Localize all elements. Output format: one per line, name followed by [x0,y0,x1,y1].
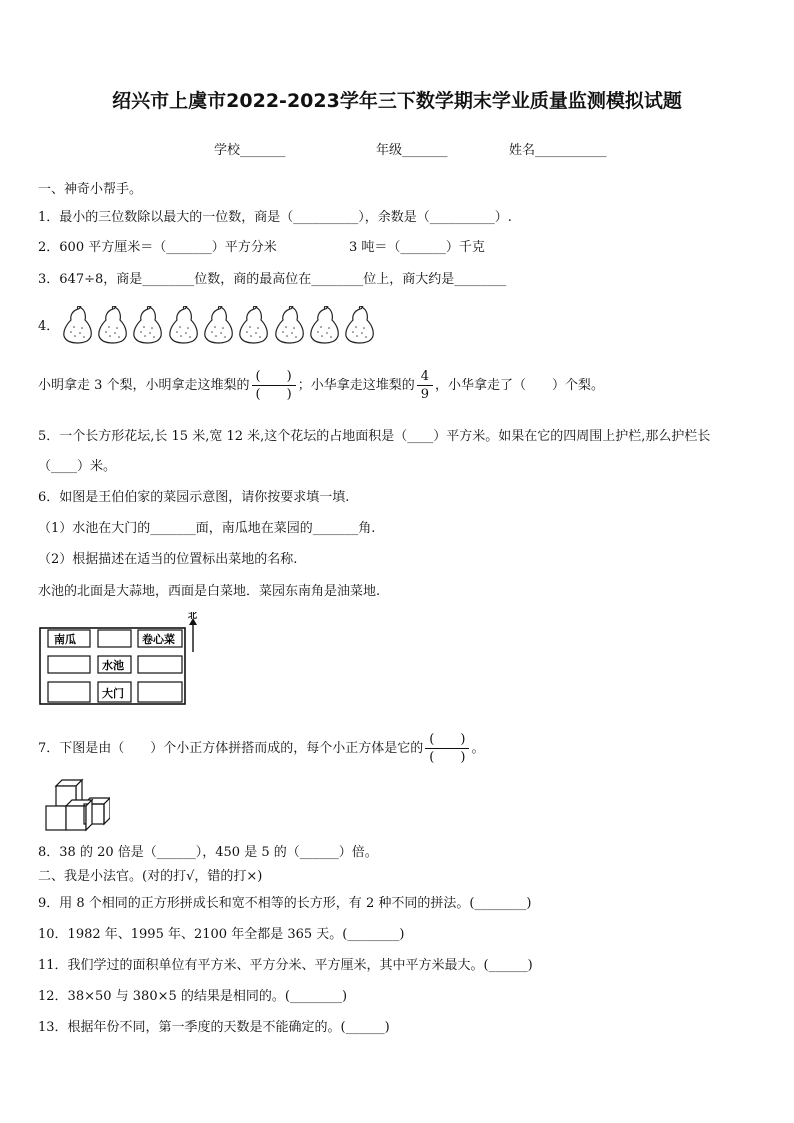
name-field: 姓名___________ [509,143,607,158]
pool-label: 水池 [102,659,124,672]
gate-label: 大门 [102,687,124,700]
q7-fraction-denominator: ( ) [429,750,466,765]
question-4-part2: ；小华拿走这堆梨的 [297,378,415,393]
pear-8 [311,306,338,343]
pear-6 [240,306,267,343]
pear-4 [170,306,197,343]
fraction-four-ninths [417,368,433,403]
question-7-part2: 。 [471,741,485,756]
question-4-label: 4． [38,319,60,334]
pear-2 [99,306,126,343]
page-title: 绍兴市上虞市2022-2023学年三下数学期末学业质量监测模拟试题 [112,90,682,112]
question-9: 9．用 8 个相同的正方形拼成长和宽不相等的长方形，有 2 种不同的拼法。(________) [38,896,532,911]
question-7 [38,731,484,766]
question-5-line2: （____）米。 [38,459,117,474]
north-label: 北 [188,612,198,621]
question-7-part1: 7．下图是由（ ）个小正方体拼搭而成的，每个小正方体是它的 [38,741,424,756]
section-2-heading: 二、我是小法官。(对的打√，错的打×) [38,869,263,884]
question-2b: 3 吨＝（_______）千克 [349,240,485,255]
question-5-line1: 5．一个长方形花坛,长 15 米,宽 12 米,这个花坛的占地面积是（____）平方米。如果在它的四周围上护栏,那么护栏长 [38,429,711,444]
pear-5 [205,306,232,343]
question-13: 13．根据年份不同，第一季度的天数是不能确定的。(______) [38,1020,390,1035]
school-field: 学校_______ [214,143,286,158]
pear-7 [276,306,303,343]
pumpkin-plot-label: 南瓜 [54,633,76,646]
pear-3 [134,306,161,343]
question-6-description: 水池的北面是大蒜地，西面是白菜地．菜园东南角是油菜地. [38,584,381,599]
fraction-denominator: 9 [420,387,429,402]
question-4-part1: 小明拿走 3 个梨，小明拿走这堆梨的 [38,378,250,393]
question-8: 8．38 的 20 倍是（______），450 是 5 的（______）倍。 [38,845,378,860]
pears-illustration [62,306,380,344]
question-4-text [38,368,604,403]
fraction-blank-q7 [425,731,469,766]
pear-1 [64,306,91,343]
grade-field: 年级_______ [376,143,448,158]
cabbage-plot-label: 卷心菜 [142,633,175,646]
q7-fraction-numerator: ( ) [425,731,469,749]
question-6: 6．如图是王伯伯家的菜园示意图，请你按要求填一填. [38,490,350,505]
question-3: 3．647÷8，商是________位数，商的最高位在________位上，商大约是________ [38,272,507,287]
cube-stack [44,776,110,838]
question-10: 10．1982 年、1995 年、2100 年全都是 365 天。(________) [38,927,405,942]
fraction-blank-denominator: ( ) [255,387,292,402]
question-6-part1: （1）水池在大门的_______面，南瓜地在菜园的_______角. [38,521,376,536]
section-1-heading: 一、神奇小帮手。 [38,182,143,197]
fraction-blank-numerator: ( ) [252,368,296,386]
garden-map-diagram [38,612,208,708]
pear-9 [346,306,373,343]
question-11: 11．我们学过的面积单位有平方米、平方分米、平方厘米，其中平方米最大。(______) [38,958,533,973]
cubes-illustration [44,776,110,834]
question-1: 1．最小的三位数除以最大的一位数，商是（__________），余数是（__________）. [38,210,512,225]
garden-map [38,612,208,712]
question-12: 12．38×50 与 380×5 的结果是相同的。(________) [38,989,348,1004]
question-4-part3: ，小华拿走了（ ）个梨。 [435,378,605,393]
fraction-blank [252,368,296,403]
pear-row [62,306,380,348]
question-6-part2: （2）根据描述在适当的位置标出菜地的名称. [38,552,298,567]
question-2a: 2．600 平方厘米＝（_______）平方分米 [38,240,277,255]
fraction-numerator: 4 [417,368,433,386]
